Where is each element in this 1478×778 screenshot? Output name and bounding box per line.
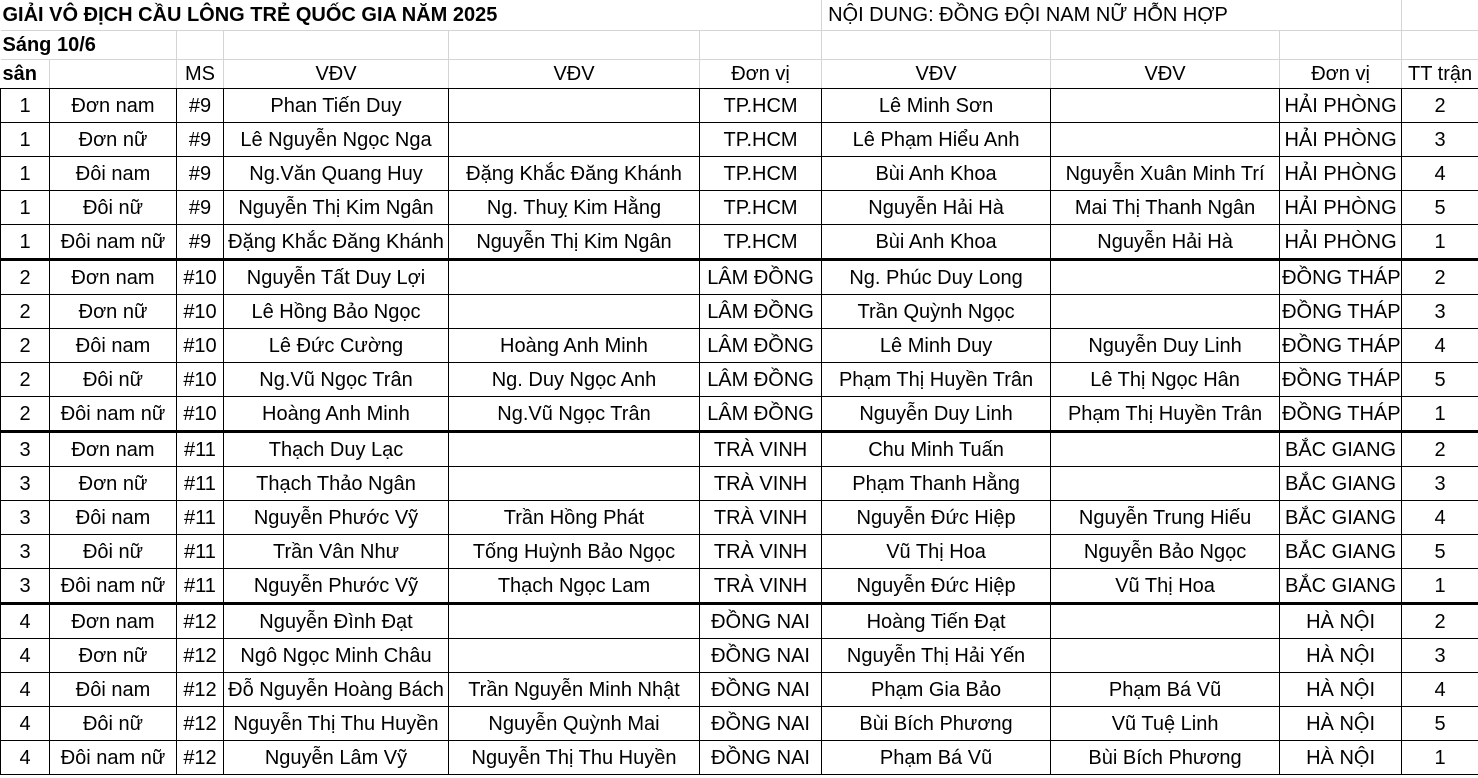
match-code-cell: #10 [177, 329, 224, 363]
team-b-cell: HẢI PHÒNG [1280, 123, 1402, 157]
player-b1-cell: Lê Phạm Hiểu Anh [822, 123, 1051, 157]
player-b2-cell [1051, 89, 1280, 123]
match-code-cell: #11 [177, 432, 224, 467]
court-cell: 3 [1, 432, 50, 467]
player-a2-cell: Thạch Ngọc Lam [449, 569, 700, 604]
table-row [1, 535, 1478, 569]
player-a2-cell: Tống Huỳnh Bảo Ngọc [449, 535, 700, 569]
match-code-cell: #11 [177, 467, 224, 501]
team-a-cell: ĐỒNG NAI [700, 604, 822, 639]
team-b-cell: HÀ NỘI [1280, 707, 1402, 741]
player-b2-cell: Mai Thị Thanh Ngân [1051, 191, 1280, 225]
court-cell: 1 [1, 225, 50, 260]
header-event [50, 60, 177, 89]
player-a2-cell: Nguyễn Thị Kim Ngân [449, 225, 700, 260]
event-cell: Đơn nữ [50, 295, 177, 329]
empty-cell [1402, 0, 1478, 31]
team-b-cell: HÀ NỘI [1280, 639, 1402, 673]
match-order-cell: 5 [1402, 535, 1478, 569]
team-a-cell: TP.HCM [700, 123, 822, 157]
player-a1-cell: Trần Vân Như [224, 535, 449, 569]
match-order-cell: 3 [1402, 123, 1478, 157]
player-b2-cell [1051, 260, 1280, 295]
player-b1-cell: Ng. Phúc Duy Long [822, 260, 1051, 295]
empty-cell [449, 31, 700, 60]
event-cell: Đôi nam nữ [50, 225, 177, 260]
player-b1-cell: Bùi Anh Khoa [822, 157, 1051, 191]
player-b1-cell: Bùi Bích Phương [822, 707, 1051, 741]
empty-cell [1402, 31, 1478, 60]
match-order-cell: 4 [1402, 673, 1478, 707]
player-b1-cell: Trần Quỳnh Ngọc [822, 295, 1051, 329]
table-row [1, 295, 1478, 329]
player-a2-cell [449, 639, 700, 673]
court-cell: 4 [1, 639, 50, 673]
player-b1-cell: Nguyễn Thị Hải Yến [822, 639, 1051, 673]
match-order-cell: 4 [1402, 501, 1478, 535]
event-cell: Đơn nữ [50, 467, 177, 501]
player-b2-cell [1051, 639, 1280, 673]
table-row [1, 673, 1478, 707]
table-row [1, 191, 1478, 225]
match-code-cell: #12 [177, 604, 224, 639]
court-cell: 3 [1, 569, 50, 604]
player-b1-cell: Hoàng Tiến Đạt [822, 604, 1051, 639]
team-b-cell: HÀ NỘI [1280, 741, 1402, 775]
session-row [1, 31, 1478, 60]
match-code-cell: #11 [177, 535, 224, 569]
event-cell: Đôi nữ [50, 363, 177, 397]
player-b1-cell: Phạm Bá Vũ [822, 741, 1051, 775]
player-a2-cell: Ng. Duy Ngọc Anh [449, 363, 700, 397]
player-a1-cell: Lê Nguyễn Ngọc Nga [224, 123, 449, 157]
court-cell: 3 [1, 535, 50, 569]
player-a1-cell: Đặng Khắc Đăng Khánh [224, 225, 449, 260]
court-cell: 2 [1, 295, 50, 329]
empty-cell [1051, 31, 1280, 60]
team-b-cell: ĐỒNG THÁP [1280, 295, 1402, 329]
match-order-cell: 1 [1402, 397, 1478, 432]
empty-cell [822, 31, 1051, 60]
court-cell: 4 [1, 707, 50, 741]
table-row [1, 397, 1478, 432]
team-a-cell: LÂM ĐỒNG [700, 260, 822, 295]
team-a-cell: LÂM ĐỒNG [700, 295, 822, 329]
team-a-cell: LÂM ĐỒNG [700, 397, 822, 432]
event-cell: Đôi nam nữ [50, 741, 177, 775]
table-row [1, 604, 1478, 639]
court-cell: 2 [1, 329, 50, 363]
player-a1-cell: Ng.Vũ Ngọc Trân [224, 363, 449, 397]
team-b-cell: ĐỒNG THÁP [1280, 260, 1402, 295]
team-b-cell: BẮC GIANG [1280, 467, 1402, 501]
header-court: sân [1, 60, 50, 89]
player-b2-cell: Vũ Thị Hoa [1051, 569, 1280, 604]
team-a-cell: ĐỒNG NAI [700, 639, 822, 673]
court-cell: 2 [1, 397, 50, 432]
event-cell: Đôi nam [50, 501, 177, 535]
match-code-cell: #9 [177, 191, 224, 225]
event-cell: Đơn nữ [50, 123, 177, 157]
player-b1-cell: Phạm Thị Huyền Trân [822, 363, 1051, 397]
empty-cell [177, 31, 224, 60]
header-player-a2: VĐV [449, 60, 700, 89]
player-a1-cell: Nguyễn Lâm Vỹ [224, 741, 449, 775]
table-row [1, 123, 1478, 157]
table-row [1, 432, 1478, 467]
event-cell: Đôi nữ [50, 535, 177, 569]
court-cell: 2 [1, 260, 50, 295]
team-b-cell: BẮC GIANG [1280, 501, 1402, 535]
team-a-cell: LÂM ĐỒNG [700, 329, 822, 363]
match-code-cell: #12 [177, 673, 224, 707]
match-code-cell: #9 [177, 157, 224, 191]
event-cell: Đơn nữ [50, 639, 177, 673]
player-b1-cell: Vũ Thị Hoa [822, 535, 1051, 569]
team-a-cell: LÂM ĐỒNG [700, 363, 822, 397]
match-code-cell: #9 [177, 123, 224, 157]
player-b2-cell: Nguyễn Trung Hiếu [1051, 501, 1280, 535]
event-cell: Đơn nam [50, 604, 177, 639]
team-a-cell: TRÀ VINH [700, 569, 822, 604]
player-a2-cell [449, 604, 700, 639]
player-a2-cell [449, 295, 700, 329]
match-order-cell: 2 [1402, 432, 1478, 467]
player-a1-cell: Phan Tiến Duy [224, 89, 449, 123]
player-a1-cell: Ng.Văn Quang Huy [224, 157, 449, 191]
match-order-cell: 4 [1402, 157, 1478, 191]
player-b2-cell: Vũ Tuệ Linh [1051, 707, 1280, 741]
table-row [1, 639, 1478, 673]
table-row [1, 329, 1478, 363]
player-b2-cell [1051, 467, 1280, 501]
court-cell: 1 [1, 89, 50, 123]
player-b2-cell: Nguyễn Duy Linh [1051, 329, 1280, 363]
player-b2-cell [1051, 295, 1280, 329]
court-cell: 1 [1, 123, 50, 157]
content-label: NỘI DUNG: ĐỒNG ĐỘI NAM NỮ HỖN HỢP [822, 0, 1402, 31]
team-a-cell: ĐỒNG NAI [700, 741, 822, 775]
player-b1-cell: Nguyễn Duy Linh [822, 397, 1051, 432]
player-b2-cell: Phạm Thị Huyền Trân [1051, 397, 1280, 432]
table-row [1, 741, 1478, 775]
team-a-cell: TRÀ VINH [700, 432, 822, 467]
event-cell: Đôi nữ [50, 707, 177, 741]
match-order-cell: 2 [1402, 89, 1478, 123]
event-cell: Đơn nam [50, 260, 177, 295]
player-b1-cell: Lê Minh Duy [822, 329, 1051, 363]
team-b-cell: BẮC GIANG [1280, 569, 1402, 604]
table-row [1, 707, 1478, 741]
player-a1-cell: Ngô Ngọc Minh Châu [224, 639, 449, 673]
team-b-cell: BẮC GIANG [1280, 432, 1402, 467]
team-b-cell: HẢI PHÒNG [1280, 89, 1402, 123]
match-code-cell: #10 [177, 397, 224, 432]
team-a-cell: TP.HCM [700, 191, 822, 225]
player-a2-cell: Trần Hồng Phát [449, 501, 700, 535]
team-a-cell: TP.HCM [700, 225, 822, 260]
player-b2-cell: Nguyễn Bảo Ngọc [1051, 535, 1280, 569]
title-row [1, 0, 1478, 31]
player-a1-cell: Nguyễn Thị Thu Huyền [224, 707, 449, 741]
player-b2-cell [1051, 432, 1280, 467]
match-code-cell: #10 [177, 260, 224, 295]
team-b-cell: HÀ NỘI [1280, 673, 1402, 707]
player-a2-cell [449, 467, 700, 501]
event-cell: Đơn nam [50, 89, 177, 123]
match-code-cell: #9 [177, 225, 224, 260]
player-b1-cell: Bùi Anh Khoa [822, 225, 1051, 260]
team-b-cell: ĐỒNG THÁP [1280, 397, 1402, 432]
table-row [1, 363, 1478, 397]
player-b1-cell: Chu Minh Tuấn [822, 432, 1051, 467]
match-code-cell: #10 [177, 363, 224, 397]
player-a1-cell: Nguyễn Đình Đạt [224, 604, 449, 639]
player-a2-cell [449, 123, 700, 157]
player-a1-cell: Thạch Duy Lạc [224, 432, 449, 467]
player-b2-cell [1051, 123, 1280, 157]
player-a1-cell: Thạch Thảo Ngân [224, 467, 449, 501]
empty-cell [700, 31, 822, 60]
sheet-body [1, 0, 1478, 775]
team-a-cell: ĐỒNG NAI [700, 707, 822, 741]
player-b1-cell: Nguyễn Đức Hiệp [822, 501, 1051, 535]
match-code-cell: #12 [177, 707, 224, 741]
header-match-code: MS [177, 60, 224, 89]
player-a1-cell: Đỗ Nguyễn Hoàng Bách [224, 673, 449, 707]
match-order-cell: 3 [1402, 467, 1478, 501]
player-b1-cell: Phạm Thanh Hằng [822, 467, 1051, 501]
team-b-cell: ĐỒNG THÁP [1280, 363, 1402, 397]
team-b-cell: BẮC GIANG [1280, 535, 1402, 569]
player-b2-cell: Bùi Bích Phương [1051, 741, 1280, 775]
match-code-cell: #11 [177, 501, 224, 535]
table-row [1, 569, 1478, 604]
team-b-cell: HẢI PHÒNG [1280, 191, 1402, 225]
page-title: GIẢI VÔ ĐỊCH CẦU LÔNG TRẺ QUỐC GIA NĂM 2025 [1, 0, 822, 31]
player-b2-cell: Phạm Bá Vũ [1051, 673, 1280, 707]
player-a1-cell: Lê Đức Cường [224, 329, 449, 363]
header-player-b2: VĐV [1051, 60, 1280, 89]
player-a2-cell [449, 432, 700, 467]
player-b2-cell: Lê Thị Ngọc Hân [1051, 363, 1280, 397]
player-a2-cell: Trần Nguyễn Minh Nhật [449, 673, 700, 707]
event-cell: Đôi nam nữ [50, 569, 177, 604]
team-a-cell: TP.HCM [700, 89, 822, 123]
player-b2-cell: Nguyễn Xuân Minh Trí [1051, 157, 1280, 191]
table-row [1, 467, 1478, 501]
team-b-cell: HẢI PHÒNG [1280, 225, 1402, 260]
match-code-cell: #9 [177, 89, 224, 123]
team-b-cell: ĐỒNG THÁP [1280, 329, 1402, 363]
team-b-cell: HÀ NỘI [1280, 604, 1402, 639]
match-order-cell: 5 [1402, 363, 1478, 397]
team-a-cell: TRÀ VINH [700, 467, 822, 501]
player-a2-cell [449, 260, 700, 295]
match-order-cell: 1 [1402, 225, 1478, 260]
match-code-cell: #12 [177, 741, 224, 775]
player-a2-cell: Ng.Vũ Ngọc Trân [449, 397, 700, 432]
player-a1-cell: Nguyễn Thị Kim Ngân [224, 191, 449, 225]
table-row [1, 260, 1478, 295]
team-a-cell: ĐỒNG NAI [700, 673, 822, 707]
event-cell: Đôi nam nữ [50, 397, 177, 432]
player-a1-cell: Nguyễn Phước Vỹ [224, 501, 449, 535]
match-code-cell: #10 [177, 295, 224, 329]
court-cell: 1 [1, 191, 50, 225]
court-cell: 4 [1, 741, 50, 775]
match-order-cell: 3 [1402, 639, 1478, 673]
player-a1-cell: Hoàng Anh Minh [224, 397, 449, 432]
player-a1-cell: Nguyễn Phước Vỹ [224, 569, 449, 604]
court-cell: 3 [1, 467, 50, 501]
table-row [1, 157, 1478, 191]
match-order-cell: 5 [1402, 191, 1478, 225]
event-cell: Đôi nam [50, 157, 177, 191]
table-row [1, 89, 1478, 123]
player-a1-cell: Lê Hồng Bảo Ngọc [224, 295, 449, 329]
empty-cell [224, 31, 449, 60]
player-a2-cell: Hoàng Anh Minh [449, 329, 700, 363]
player-a2-cell [449, 89, 700, 123]
session-label: Sáng 10/6 [1, 31, 177, 60]
court-cell: 4 [1, 604, 50, 639]
event-cell: Đôi nam [50, 329, 177, 363]
player-b2-cell: Nguyễn Hải Hà [1051, 225, 1280, 260]
header-player-b1: VĐV [822, 60, 1051, 89]
player-b1-cell: Lê Minh Sơn [822, 89, 1051, 123]
player-a1-cell: Nguyễn Tất Duy Lợi [224, 260, 449, 295]
player-a2-cell: Nguyễn Thị Thu Huyền [449, 741, 700, 775]
event-cell: Đơn nam [50, 432, 177, 467]
match-code-cell: #11 [177, 569, 224, 604]
court-cell: 2 [1, 363, 50, 397]
table-row [1, 501, 1478, 535]
court-cell: 4 [1, 673, 50, 707]
header-team-a: Đơn vị [700, 60, 822, 89]
event-cell: Đôi nam [50, 673, 177, 707]
player-a2-cell: Đặng Khắc Đăng Khánh [449, 157, 700, 191]
header-row [1, 60, 1478, 89]
event-cell: Đôi nữ [50, 191, 177, 225]
player-b1-cell: Nguyễn Đức Hiệp [822, 569, 1051, 604]
team-a-cell: TRÀ VINH [700, 535, 822, 569]
court-cell: 1 [1, 157, 50, 191]
table-row [1, 225, 1478, 260]
court-cell: 3 [1, 501, 50, 535]
team-a-cell: TP.HCM [700, 157, 822, 191]
team-b-cell: HẢI PHÒNG [1280, 157, 1402, 191]
match-order-cell: 5 [1402, 707, 1478, 741]
empty-cell [1280, 31, 1402, 60]
match-order-cell: 2 [1402, 604, 1478, 639]
match-order-cell: 1 [1402, 569, 1478, 604]
match-order-cell: 1 [1402, 741, 1478, 775]
player-a2-cell: Nguyễn Quỳnh Mai [449, 707, 700, 741]
player-a2-cell: Ng. Thuỵ Kim Hằng [449, 191, 700, 225]
match-order-cell: 3 [1402, 295, 1478, 329]
header-team-b: Đơn vị [1280, 60, 1402, 89]
player-b1-cell: Phạm Gia Bảo [822, 673, 1051, 707]
player-b2-cell [1051, 604, 1280, 639]
match-order-cell: 2 [1402, 260, 1478, 295]
player-b1-cell: Nguyễn Hải Hà [822, 191, 1051, 225]
team-a-cell: TRÀ VINH [700, 501, 822, 535]
header-player-a1: VĐV [224, 60, 449, 89]
header-match-order: TT trận [1402, 60, 1478, 89]
match-order-cell: 4 [1402, 329, 1478, 363]
match-code-cell: #12 [177, 639, 224, 673]
